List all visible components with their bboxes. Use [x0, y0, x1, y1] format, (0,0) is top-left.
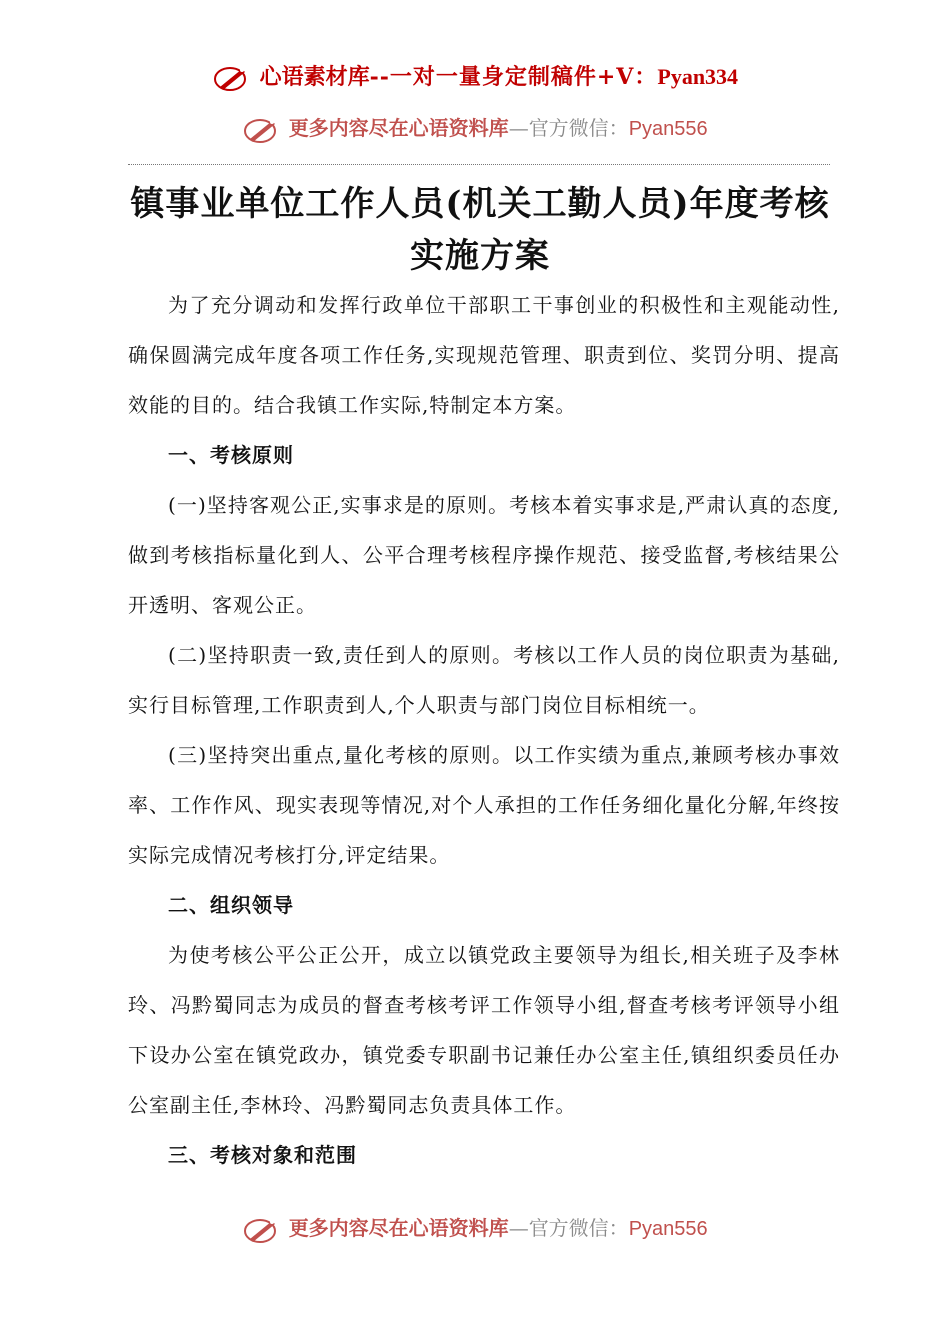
title-line-2: 实施方案 — [410, 236, 550, 276]
footer-wechat-label: —官方微信： — [508, 1216, 629, 1240]
footer-wechat-id: Pyan556 — [628, 1218, 708, 1240]
pen-logo-icon — [212, 63, 252, 93]
paragraph: 为使考核公平公正公开，成立以镇党政主要领导为组长,相关班子及李林玲、冯黔蜀同志为成员的督查考核考评工作领导小组,督查考核考评领导小组下设办公室在镇党政办，镇党委专职副书记兼任办公室主任,镇组织委员任办公室副主任,李林玲、冯黔蜀同志负责具体工作。 — [128, 943, 840, 1117]
header-slogan: --一对一量身定制稿件+V： — [369, 64, 658, 90]
header-wechat-id: Pyan556 — [628, 118, 708, 140]
header-contact-id: Pyan334 — [657, 64, 739, 89]
header-banner-top — [0, 60, 950, 93]
document-body — [128, 280, 840, 1180]
header-library-text: 更多内容尽在心语资料库 — [288, 116, 509, 140]
header-banner-second — [0, 112, 950, 145]
paragraph: (一)坚持客观公正,实事求是的原则。考核本着实事求是,严肃认真的态度,做到考核指标量化到人、公平合理考核程序操作规范、接受监督,考核结果公开透明、客观公正。 — [128, 493, 840, 617]
paragraph: 为了充分调动和发挥行政单位干部职工干事创业的积极性和主观能动性,确保圆满完成年度各项工作任务,实现规范管理、职责到位、奖罚分明、提高效能的目的。结合我镇工作实际,特制定本方案。 — [128, 293, 840, 417]
header-site-name: 心语素材库 — [259, 64, 370, 90]
pen-logo-icon — [242, 115, 282, 145]
header-wechat-label: —官方微信： — [508, 116, 629, 140]
footer-library-text: 更多内容尽在心语资料库 — [288, 1216, 509, 1240]
paragraph: (三)坚持突出重点,量化考核的原则。以工作实绩为重点,兼顾考核办事效率、工作作风、现实表现等情况,对个人承担的工作任务细化量化分解,年终按实际完成情况考核打分,评定结果。 — [128, 743, 840, 867]
title-line-1: 镇事业单位工作人员(机关工勤人员)年度考核 — [130, 184, 830, 224]
document-title — [80, 178, 880, 282]
header-divider — [128, 164, 830, 165]
section-heading: 一、考核原则 — [168, 443, 294, 467]
footer-banner — [0, 1212, 950, 1245]
section-heading: 二、组织领导 — [168, 893, 294, 917]
section-heading: 三、考核对象和范围 — [168, 1143, 357, 1167]
pen-logo-icon — [242, 1215, 282, 1245]
paragraph: (二)坚持职责一致,责任到人的原则。考核以工作人员的岗位职责为基础,实行目标管理,工作职责到人,个人职责与部门岗位目标相统一。 — [128, 643, 840, 717]
